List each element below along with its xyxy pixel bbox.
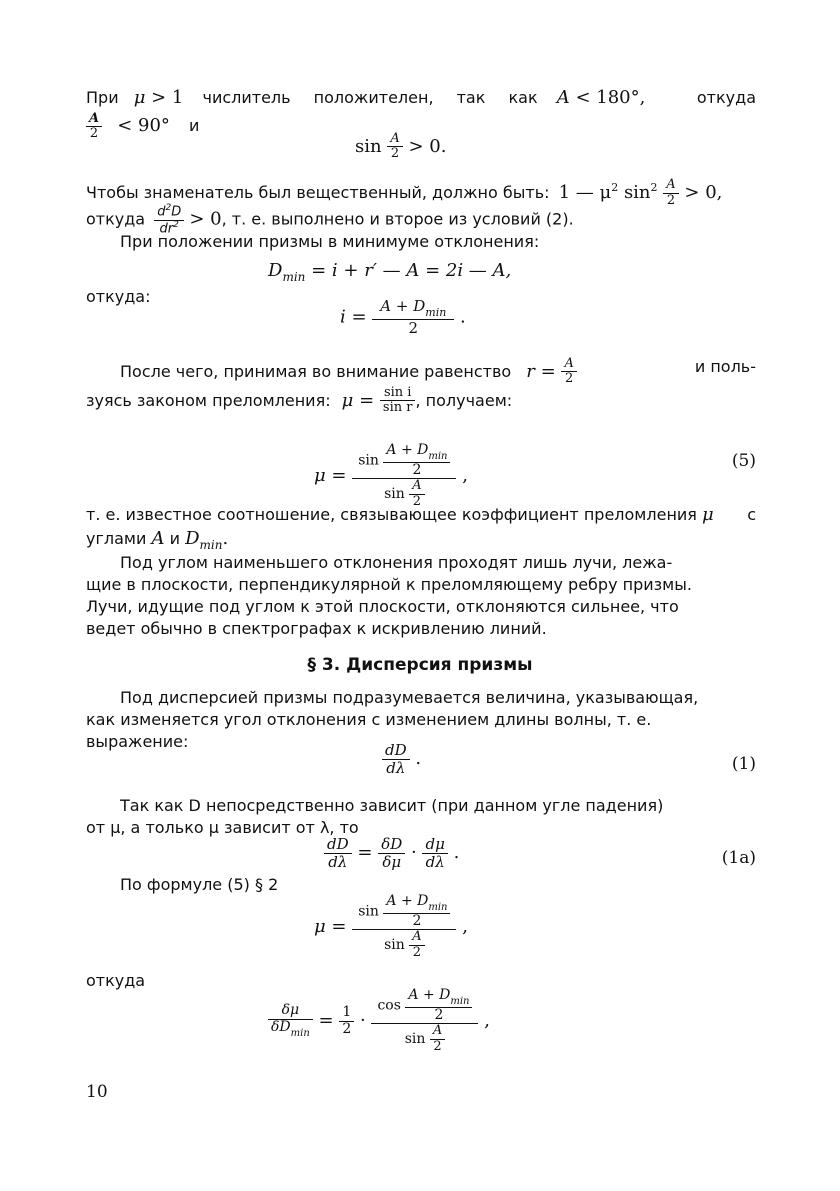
mu-symbol: μ	[133, 87, 146, 108]
math-fragment: < 180°,	[575, 87, 646, 108]
fraction-numerator: A	[387, 132, 402, 147]
fraction-denominator: 2	[412, 493, 422, 509]
subscript: min	[290, 1027, 310, 1039]
math-fragment: dr	[159, 220, 174, 236]
math-fragment: A + D	[380, 297, 426, 315]
math-fragment: .	[460, 306, 466, 328]
superscript: 2	[165, 203, 172, 213]
math-fragment: μ =	[314, 465, 347, 486]
math-fragment: sin	[384, 937, 405, 954]
fraction-denominator: δμ	[382, 852, 402, 871]
text-line: Под дисперсией призмы подразумевается величина, указывающая,	[120, 688, 699, 707]
math-fragment: ,	[462, 916, 468, 937]
math-fragment: sin	[384, 486, 405, 503]
text-line: от μ, а только μ зависит от λ, то	[86, 818, 359, 837]
math-fragment: =	[357, 842, 373, 863]
fraction-numerator: A	[86, 112, 102, 127]
text-line: щие в плоскости, перпендикулярной к преломляющему ребру призмы.	[86, 575, 692, 594]
subscript: min	[428, 451, 448, 462]
fraction-numerator: A	[409, 930, 424, 945]
equation-body	[314, 443, 468, 509]
text-fragment: откуда	[696, 88, 756, 107]
math-fragment: > 1	[151, 87, 184, 108]
math-fragment: = i + r′ — A = 2i — A,	[311, 260, 512, 281]
subscript: min	[450, 996, 470, 1007]
math-fragment: ·	[360, 1010, 366, 1031]
equation-body	[324, 836, 459, 870]
text-fragment: и поль-	[694, 357, 756, 376]
fraction-numerator: δμ	[268, 1003, 313, 1019]
text-fragment: После чего, принимая во внимание равенство	[120, 361, 512, 381]
math-fragment: > 0.	[408, 135, 447, 157]
fraction-numerator: 1	[339, 1005, 354, 1021]
math-fragment: .	[415, 748, 422, 769]
equation-number: (1)	[731, 754, 756, 774]
subscript: min	[199, 538, 223, 552]
math-fragment: sin	[358, 903, 379, 920]
math-fragment: δD	[271, 1018, 291, 1035]
subscript: min	[425, 306, 447, 319]
formula-line	[86, 112, 199, 142]
text-fragment: с	[747, 505, 756, 524]
text-fragment: откуда	[86, 209, 146, 229]
text-fragment: Чтобы знаменатель был вещественный, должно быть:	[86, 183, 550, 202]
fraction-numerator: A	[663, 178, 678, 193]
fraction-denominator: sin r	[382, 400, 413, 416]
fraction-numerator: dD	[382, 742, 410, 760]
superscript: 2	[611, 181, 619, 194]
fraction-denominator: 2	[412, 462, 422, 478]
text-fragment: числитель положителен, так как	[202, 88, 538, 107]
math-fragment: < 90°	[117, 115, 170, 137]
text-line	[86, 88, 756, 108]
fraction-denominator: 2	[412, 944, 422, 960]
equation-dispersion	[268, 988, 490, 1054]
equation-number: (5)	[731, 451, 756, 471]
math-fragment: r =	[526, 360, 556, 382]
fraction-numerator: dD	[324, 836, 352, 854]
equation-mu	[314, 894, 468, 960]
math-fragment: cos	[377, 997, 401, 1014]
math-fragment: A + D	[386, 442, 429, 458]
equation-number: (1a)	[721, 848, 756, 868]
math-symbol: D	[185, 528, 200, 549]
fraction-denominator: 2	[412, 913, 422, 929]
text-fragment: углами	[86, 529, 147, 548]
text-line: как изменяется угол отклонения с изменением длины волны, т. е.	[86, 710, 652, 729]
fraction-numerator: dμ	[422, 836, 447, 854]
math-fragment: .	[222, 528, 229, 549]
text-line: выражение:	[86, 732, 189, 751]
math-symbol: A	[556, 87, 570, 108]
text-line: При положении призмы в минимуме отклонения:	[120, 232, 540, 251]
fraction-denominator: 2	[433, 1038, 442, 1054]
math-fragment: i =	[340, 306, 367, 328]
text-fragment: При	[86, 88, 119, 107]
equation-body	[382, 742, 421, 776]
superscript: 2	[650, 181, 658, 194]
fraction-denominator: 2	[342, 1020, 352, 1037]
math-fragment: A + D	[386, 893, 429, 909]
fraction-denominator: dλ	[425, 852, 445, 871]
math-fragment: > 0,	[684, 182, 723, 203]
text-fragment: , получаем:	[415, 390, 513, 410]
math-symbol: D	[268, 260, 283, 281]
text-fragment: и	[169, 529, 180, 548]
fraction-numerator: A	[561, 357, 576, 372]
math-fragment: D	[171, 204, 182, 220]
math-fragment: μ =	[341, 389, 375, 411]
fraction-denominator: 2	[408, 319, 419, 338]
math-fragment: 1 — μ	[558, 182, 612, 203]
section-heading: § 3. Дисперсия призмы	[307, 655, 533, 675]
equation-dmin	[268, 260, 511, 284]
text-fragment: т. е. известное соотношение, связывающее коэффициент преломления	[86, 505, 697, 524]
fraction-numerator: A	[430, 1024, 445, 1039]
fraction-denominator: dλ	[386, 758, 406, 777]
fraction-numerator: sin i	[380, 386, 416, 401]
math-fragment: =	[318, 1010, 334, 1031]
equation-1a	[86, 836, 756, 880]
superscript: 2	[173, 219, 179, 230]
text-line: По формуле (5) § 2	[120, 875, 279, 894]
fraction-denominator: 2	[390, 146, 400, 162]
math-fragment: .	[453, 842, 460, 863]
math-fragment: > 0	[189, 208, 222, 230]
math-fragment: sin	[358, 452, 379, 469]
equation-5	[86, 415, 756, 509]
fraction-denominator: 2	[666, 192, 676, 208]
math-fragment: ·	[411, 842, 417, 863]
math-fragment: sin	[404, 1031, 426, 1048]
text-line: откуда:	[86, 287, 151, 306]
subscript: min	[428, 902, 448, 913]
math-fragment: μ =	[314, 916, 347, 937]
text-line	[86, 505, 756, 525]
text-line: Лучи, идущие под углом к этой плоскости, отклоняются сильнее, что	[86, 597, 679, 616]
subscript: min	[282, 270, 306, 284]
math-fragment: A + D	[408, 987, 451, 1003]
text-line	[86, 529, 228, 555]
text-fragment: зуясь законом преломления:	[86, 390, 331, 410]
mu-symbol: μ	[702, 504, 714, 525]
text-line	[86, 386, 512, 416]
math-fragment: ,	[484, 1010, 490, 1031]
text-line: откуда	[86, 971, 146, 990]
math-fragment: ,	[462, 465, 468, 486]
text-line	[120, 357, 756, 387]
fraction-denominator: dλ	[328, 852, 348, 871]
text-line: Под углом наименьшего отклонения проходят лишь лучи, лежа-	[120, 553, 673, 572]
math-fragment: sin	[623, 182, 651, 203]
text-line: ведет обычно в спектрографах к искривлению линий.	[86, 619, 547, 638]
fraction-numerator: A	[409, 479, 424, 494]
fraction-denominator: 2	[564, 371, 574, 387]
fraction-denominator: 2	[434, 1007, 444, 1023]
math-fragment: sin	[355, 135, 382, 157]
equation-i	[340, 298, 466, 337]
equation-sin-positive	[355, 132, 446, 162]
equation-1	[86, 742, 756, 786]
text-fragment: и	[189, 116, 200, 136]
math-fragment: d	[157, 204, 166, 220]
fraction-denominator: 2	[89, 126, 99, 142]
page-number: 10	[86, 1082, 108, 1102]
fraction-numerator: δD	[378, 836, 405, 854]
text-fragment: , т. е. выполнено и второе из условий (2).	[221, 209, 574, 229]
text-line: Так как D непосредственно зависит (при данном угле падения)	[120, 796, 664, 815]
math-symbol: A	[151, 528, 165, 549]
